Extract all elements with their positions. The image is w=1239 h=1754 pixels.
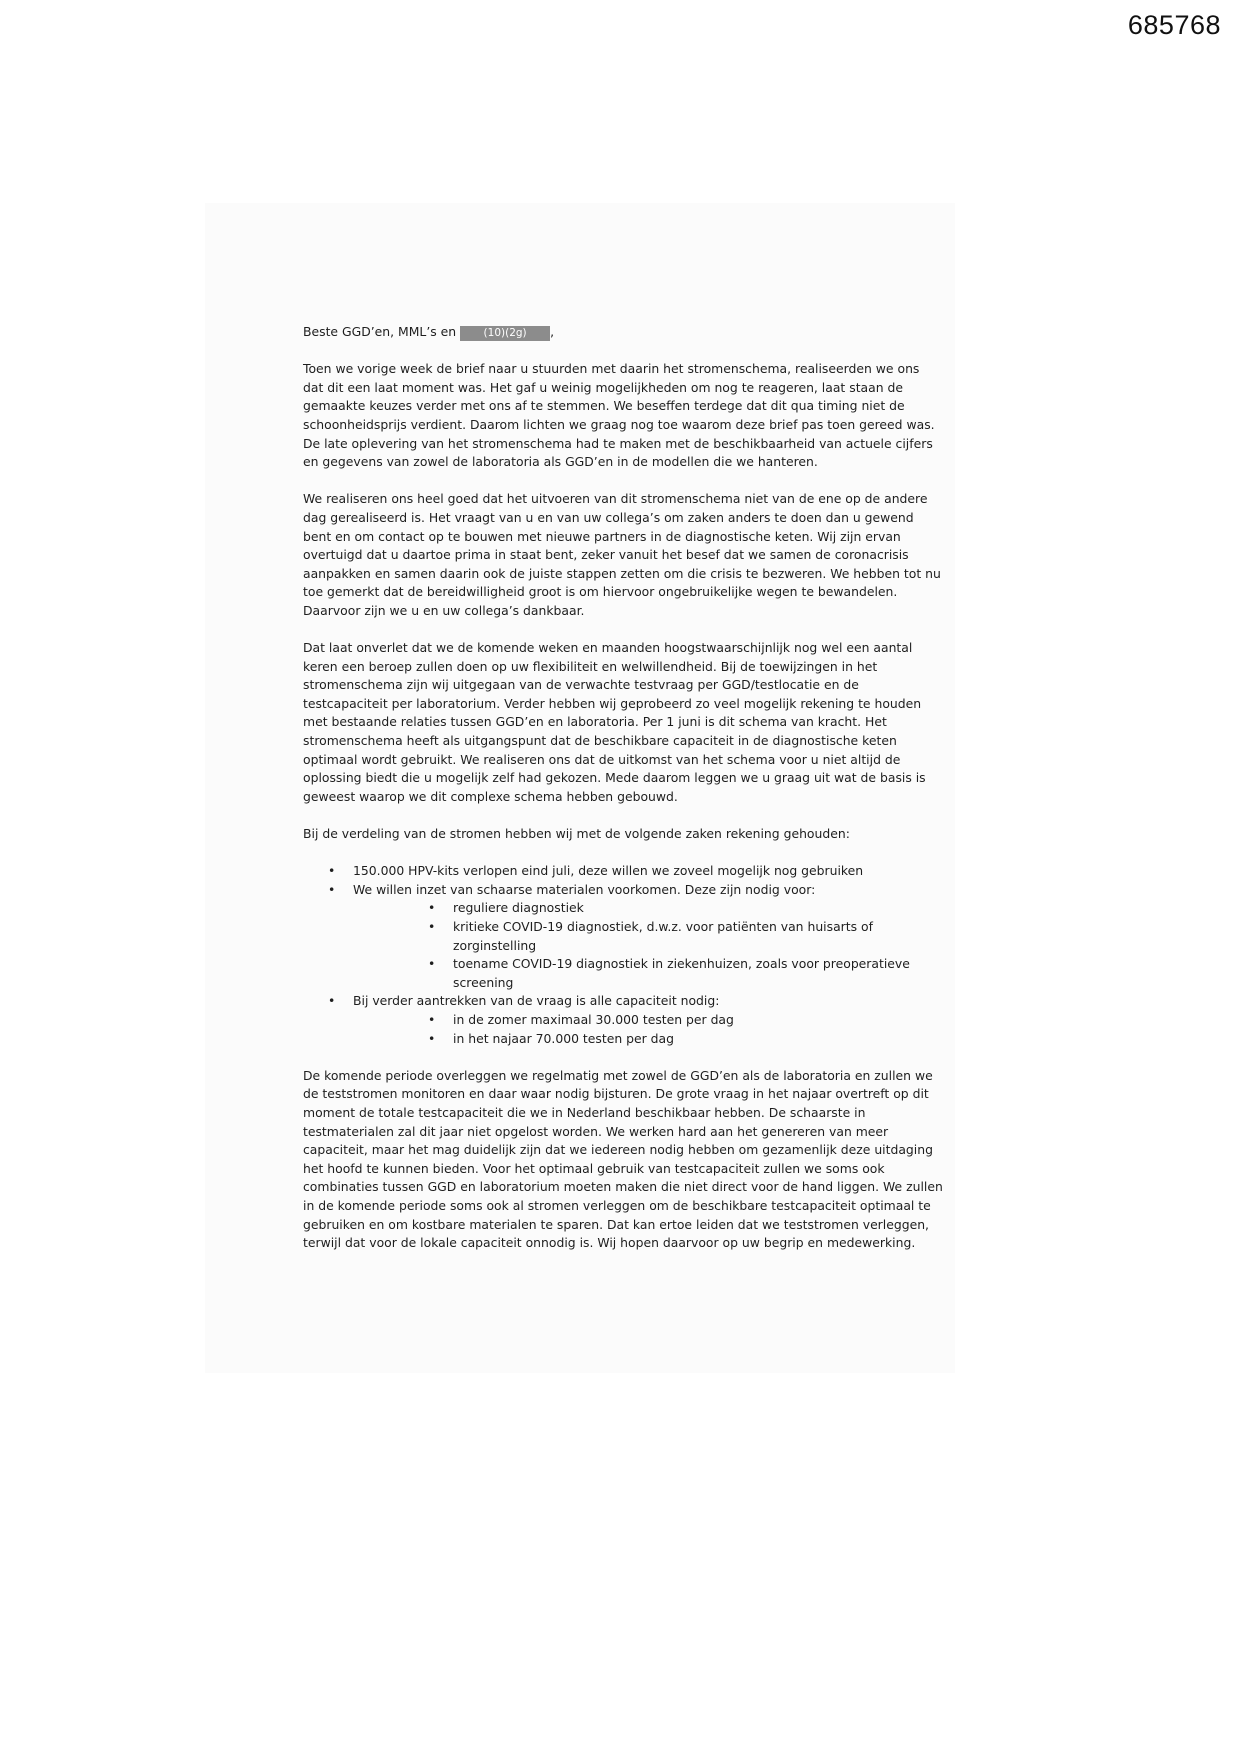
paragraph-considerations: Bij de verdeling van de stromen hebben wij met de volgende zaken rekening gehouden:: [303, 826, 850, 842]
sub-list-item: • in het najaar 70.000 testen per dag: [353, 1030, 943, 1049]
considerations-list: [303, 862, 943, 1048]
list-item: [303, 862, 943, 881]
sub-list-item: • in de zomer maximaal 30.000 testen per dag: [353, 1011, 943, 1030]
list-item-text: Bij verder aantrekken van de vraag is alle capaciteit nodig:: [353, 993, 720, 1009]
sub-list-item: • reguliere diagnostiek: [353, 899, 943, 918]
list-item: [303, 881, 943, 993]
sub-list: [353, 899, 943, 992]
salutation: [303, 323, 943, 342]
paragraph-intro: Toen we vorige week de brief naar u stuurden met daarin het stromenschema, realiseerden we ons dat dit een laat moment was. Het gaf u weinig mogelijkheden om nog te reageren, laat staan de gemaakte keuzes verder met ons af te stemmen. We beseffen terdege dat dit qua timing niet de schoonheidsprijs verdient. Daarom lichten we graag nog toe waarom deze brief pas toen gereed was. De late oplevering van het stromenschema had te maken met de beschikbaarheid van actuele cijfers en gegevens van zowel de laboratoria als GGD’en in de modellen die we hanteren.: [303, 361, 935, 470]
paragraph-realisation: We realiseren ons heel goed dat het uitvoeren van dit stromenschema niet van de ene op de andere dag gerealiseerd is. Het vraagt van u en van uw collega’s om zaken anders te doen dan u gewend bent en om contact op te bouwen met nieuwe partners in de diagnostische keten. Wij zijn ervan overtuigd dat u daartoe prima in staat bent, zeker vanuit het besef dat we samen de coronacrisis aanpakken en samen daarin ook de juiste stappen zetten om die crisis te bezweren. We hebben tot nu toe gemerkt dat de bereidwilligheid groot is om hiervoor ongebruikelijke wegen te bewandelen. Daarvoor zijn we u en uw collega’s dankbaar.: [303, 491, 941, 618]
salutation-text: Beste GGD’en, MML’s en: [303, 324, 457, 339]
list-item-text: 150.000 HPV-kits verlopen eind juli, deze willen we zoveel mogelijk nog gebruiken: [353, 863, 864, 879]
sub-list: [353, 1011, 943, 1048]
salutation-comma: ,: [550, 324, 555, 339]
redaction-box: (10)(2g): [460, 326, 550, 341]
sub-list-item: • kritieke COVID-19 diagnostiek, d.w.z. voor patiënten van huisarts of zorginstelling: [353, 918, 943, 955]
document-number: 685768: [1127, 10, 1221, 40]
list-item: [303, 992, 943, 1048]
list-item-text: We willen inzet van schaarse materialen voorkomen. Deze zijn nodig voor:: [353, 881, 816, 897]
letter-body: [303, 323, 943, 1271]
sub-list-item: • toename COVID-19 diagnostiek in ziekenhuizen, zoals voor preoperatieve screening: [353, 955, 943, 992]
paragraph-flexibility: Dat laat onverlet dat we de komende weken en maanden hoogstwaarschijnlijk nog wel een aantal keren een beroep zullen doen op uw flexibiliteit en welwillendheid. Bij de toewijzingen in het stromenschema zijn wij uitgegaan van de verwachte testvraag per GGD/testlocatie en de testcapaciteit per laboratorium. Verder hebben wij geprobeerd zo veel mogelijk rekening te houden met bestaande relaties tussen GGD’en en laboratoria. Per 1 juni is dit schema van kracht. Het stromenschema heeft als uitgangspunt dat de beschikbare capaciteit in de diagnostische keten optimaal wordt gebruikt. We realiseren ons dat de uitkomst van het schema voor u niet altijd de oplossing biedt die u mogelijk zelf had gekozen. Mede daarom leggen we u graag uit wat de basis is geweest waarop we dit complexe schema hebben gebouwd.: [303, 640, 926, 804]
paragraph-closing: De komende periode overleggen we regelmatig met zowel de GGD’en als de laboratoria en zullen we de teststromen monitoren en daar waar nodig bijsturen. De grote vraag in het najaar overtreft op dit moment de totale testcapaciteit die we in Nederland beschikbaar hebben. De schaarste in testmaterialen zal dit jaar niet opgelost worden. We werken hard aan het genereren van meer capaciteit, maar het mag duidelijk zijn dat we iedereen nodig hebben om gezamenlijk deze uitdaging het hoofd te kunnen bieden. Voor het optimaal gebruik van testcapaciteit zullen we soms ook combinaties tussen GGD en laboratorium moeten maken die niet direct voor de hand liggen. We zullen in de komende periode soms ook al stromen verleggen om de beschikbare testcapaciteit optimaal te gebruiken en om kostbare materialen te sparen. Dat kan ertoe leiden dat we teststromen verleggen, terwijl dat voor de lokale capaciteit onnodig is. Wij hopen daarvoor op uw begrip en medewerking.: [303, 1067, 943, 1251]
